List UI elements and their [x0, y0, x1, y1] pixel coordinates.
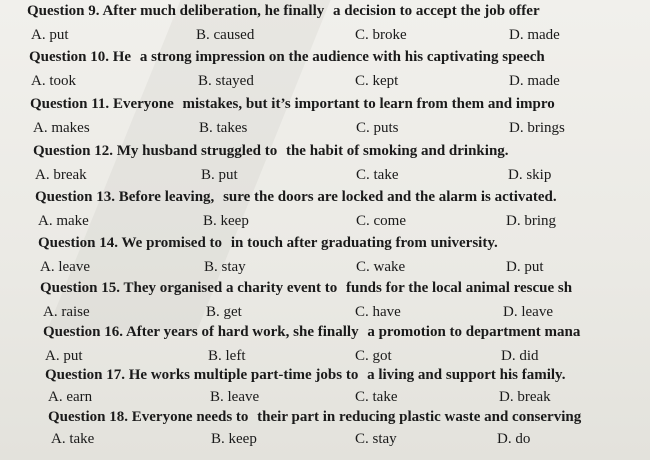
option-a[interactable]: A. took: [31, 73, 76, 89]
option-d[interactable]: D. break: [499, 389, 551, 405]
question-stem: After much deliberation, he finally: [102, 3, 325, 19]
option-c[interactable]: C. take: [355, 389, 398, 405]
question-stem-end: a decision to accept the job offer: [333, 3, 540, 19]
option-a[interactable]: A. raise: [43, 304, 90, 320]
option-b[interactable]: B. caused: [196, 27, 255, 43]
question-number: Question 17.: [45, 367, 126, 383]
question-stem: My husband struggled to: [116, 143, 278, 159]
answer-options: [0, 166, 650, 184]
option-a[interactable]: A. makes: [33, 120, 90, 136]
answer-options: [0, 258, 650, 276]
option-b[interactable]: B. left: [208, 348, 246, 364]
question-stem-end: the habit of smoking and drinking.: [285, 143, 509, 159]
option-c[interactable]: C. wake: [356, 259, 406, 275]
question-stem: Everyone: [112, 96, 174, 112]
option-d[interactable]: D. made: [509, 27, 560, 43]
question-stem: After years of hard work, she finally: [125, 324, 359, 340]
option-b[interactable]: B. keep: [211, 431, 257, 447]
question-text: [35, 188, 557, 206]
option-b[interactable]: B. keep: [203, 213, 249, 229]
question-number: Question 9.: [27, 3, 100, 19]
question-stem-end: a strong impression on the audience with his captivating speech: [139, 49, 545, 65]
answer-options: [0, 347, 650, 365]
question-stem-end: funds for the local animal rescue sh: [345, 280, 573, 296]
option-a[interactable]: A. take: [51, 431, 95, 447]
question-stem: Everyone needs to: [131, 409, 249, 425]
question-text: [29, 48, 545, 66]
option-d[interactable]: D. put: [506, 259, 544, 275]
option-c[interactable]: C. have: [355, 304, 401, 320]
option-a[interactable]: A. break: [35, 167, 87, 183]
option-c[interactable]: C. stay: [355, 431, 397, 447]
option-c[interactable]: C. kept: [355, 73, 399, 89]
question-text: [33, 142, 509, 160]
option-d[interactable]: D. leave: [503, 304, 553, 320]
option-b[interactable]: B. takes: [199, 120, 248, 136]
answer-options: [0, 388, 650, 406]
option-b[interactable]: B. stay: [204, 259, 246, 275]
option-c[interactable]: C. come: [356, 213, 406, 229]
option-a[interactable]: A. put: [31, 27, 69, 43]
answer-options: [0, 430, 650, 448]
question-stem: Before leaving,: [118, 189, 215, 205]
option-d[interactable]: D. made: [509, 73, 560, 89]
question-number: Question 18.: [48, 409, 129, 425]
option-a[interactable]: A. make: [38, 213, 89, 229]
option-a[interactable]: A. put: [45, 348, 83, 364]
option-b[interactable]: B. stayed: [198, 73, 254, 89]
answer-options: [0, 26, 650, 44]
question-number: Question 11.: [30, 96, 110, 112]
option-b[interactable]: B. leave: [210, 389, 260, 405]
answer-options: [0, 119, 650, 137]
question-stem-end: sure the doors are locked and the alarm is activated.: [223, 189, 557, 205]
option-a[interactable]: A. earn: [48, 389, 93, 405]
question-text: [27, 2, 540, 20]
option-d[interactable]: D. skip: [508, 167, 552, 183]
question-text: [43, 323, 580, 341]
option-c[interactable]: C. broke: [355, 27, 407, 43]
question-stem-end: mistakes, but it’s important to learn from them and impro: [182, 96, 555, 112]
option-b[interactable]: B. put: [201, 167, 238, 183]
option-d[interactable]: D. brings: [509, 120, 565, 136]
option-c[interactable]: C. take: [356, 167, 399, 183]
option-c[interactable]: C. puts: [356, 120, 399, 136]
question-number: Question 10.: [29, 49, 110, 65]
question-stem: We promised to: [121, 235, 223, 251]
question-number: Question 14.: [38, 235, 119, 251]
option-d[interactable]: D. bring: [506, 213, 556, 229]
question-number: Question 13.: [35, 189, 116, 205]
question-text: [48, 408, 581, 426]
question-number: Question 16.: [43, 324, 124, 340]
question-text: [40, 279, 572, 297]
option-c[interactable]: C. got: [355, 348, 392, 364]
question-stem: He works multiple part-time jobs to: [128, 367, 359, 383]
question-stem-end: a promotion to department mana: [367, 324, 581, 340]
question-text: [45, 366, 565, 384]
answer-options: [0, 212, 650, 230]
option-b[interactable]: B. get: [206, 304, 242, 320]
question-text: [38, 234, 498, 252]
option-d[interactable]: D. do: [497, 431, 531, 447]
question-stem: They organised a charity event to: [123, 280, 338, 296]
question-stem: He: [112, 49, 132, 65]
answer-options: [0, 303, 650, 321]
question-stem-end: their part in reducing plastic waste and conserving: [257, 409, 582, 425]
option-d[interactable]: D. did: [501, 348, 539, 364]
answer-options: [0, 72, 650, 90]
question-number: Question 15.: [40, 280, 121, 296]
question-text: [30, 95, 555, 113]
question-number: Question 12.: [33, 143, 114, 159]
option-a[interactable]: A. leave: [40, 259, 90, 275]
question-stem-end: in touch after graduating from university.: [230, 235, 498, 251]
question-stem-end: a living and support his family.: [367, 367, 566, 383]
